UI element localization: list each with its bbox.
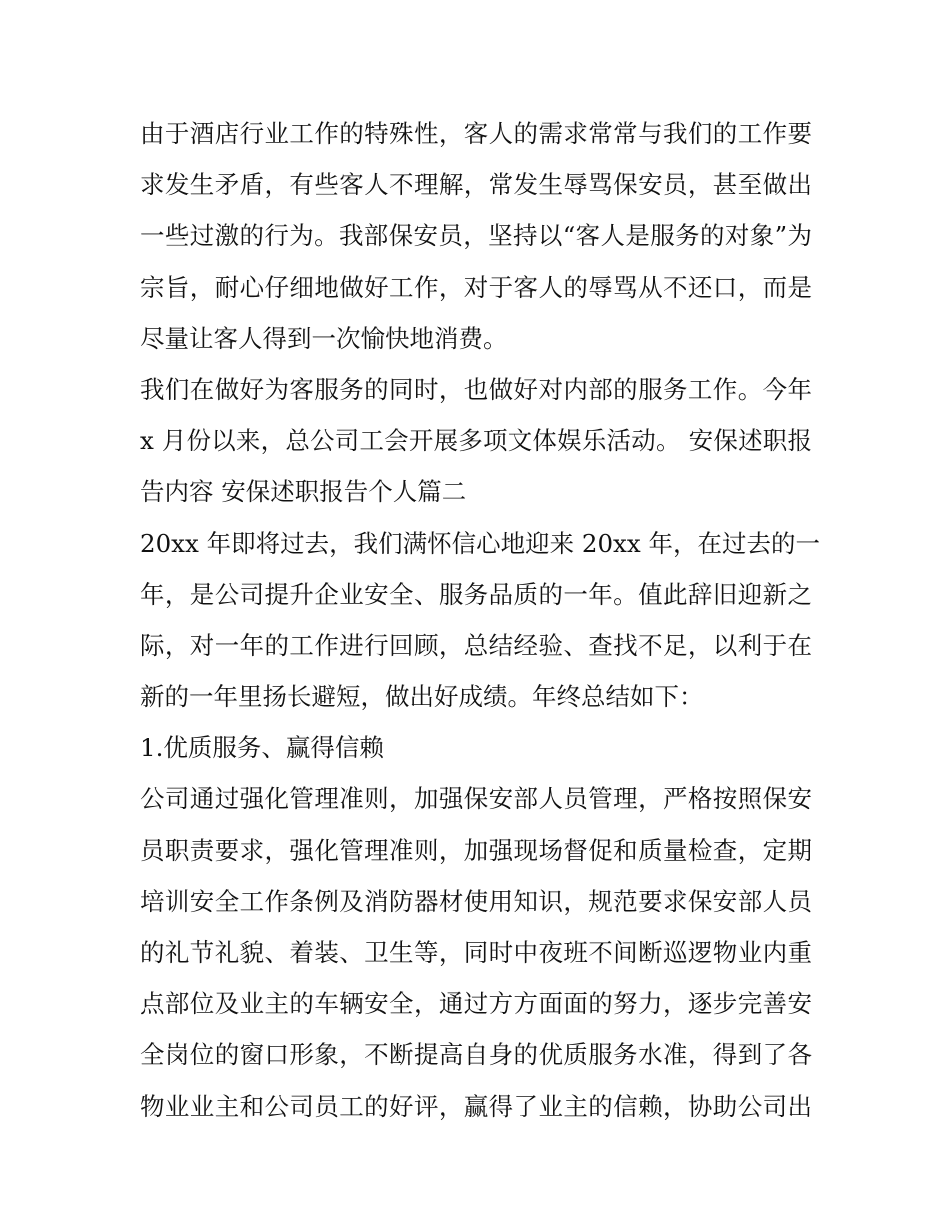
text-line: x 月份以来，总公司工会开展多项文体娱乐活动。 安保述职报	[140, 426, 812, 456]
text-line: 公司通过强化管理准则，加强保安部人员管理，严格按照保安	[140, 784, 812, 814]
text-line: 我们在做好为客服务的同时，也做好对内部的服务工作。今年	[140, 374, 812, 404]
text-line: 求发生矛盾，有些客人不理解，常发生辱骂保安员，甚至做出	[140, 170, 812, 200]
text-line: 由于酒店行业工作的特殊性，客人的需求常常与我们的工作要	[140, 119, 812, 148]
document-body	[140, 108, 820, 1132]
text-line: 点部位及业主的车辆安全，通过方方面面的努力，逐步完善安	[140, 989, 812, 1019]
text-line: 培训安全工作条例及消防器材使用知识，规范要求保安部人员	[140, 886, 812, 916]
text-line: 尽量让客人得到一次愉快地消费。	[140, 323, 508, 353]
text-line: 新的一年里扬长避短，做出好成绩。年终总结如下：	[140, 682, 704, 712]
text-line: 告内容 安保述职报告个人篇二	[140, 477, 467, 507]
text-line: 物业业主和公司员工的好评，赢得了业主的信赖，协助公司出	[140, 1091, 812, 1121]
text-line: 1.优质服务、赢得信赖	[140, 733, 384, 763]
text-line: 全岗位的窗口形象，不断提高自身的优质服务水准，得到了各	[140, 1040, 812, 1070]
text-line: 年，是公司提升企业安全、服务品质的一年。值此辞旧迎新之	[140, 579, 812, 609]
text-line: 20xx 年即将过去，我们满怀信心地迎来 20xx 年，在过去的一	[140, 528, 820, 558]
text-line: 员职责要求，强化管理准则，加强现场督促和质量检查，定期	[140, 835, 812, 865]
text-line: 宗旨，耐心仔细地做好工作，对于客人的辱骂从不还口，而是	[140, 272, 812, 302]
text-line: 一些过激的行为。我部保安员，坚持以“客人是服务的对象”为	[140, 221, 812, 251]
text-line: 的礼节礼貌、着装、卫生等，同时中夜班不间断巡逻物业内重	[140, 938, 812, 967]
text-line: 际，对一年的工作进行回顾，总结经验、查找不足，以利于在	[140, 630, 812, 660]
